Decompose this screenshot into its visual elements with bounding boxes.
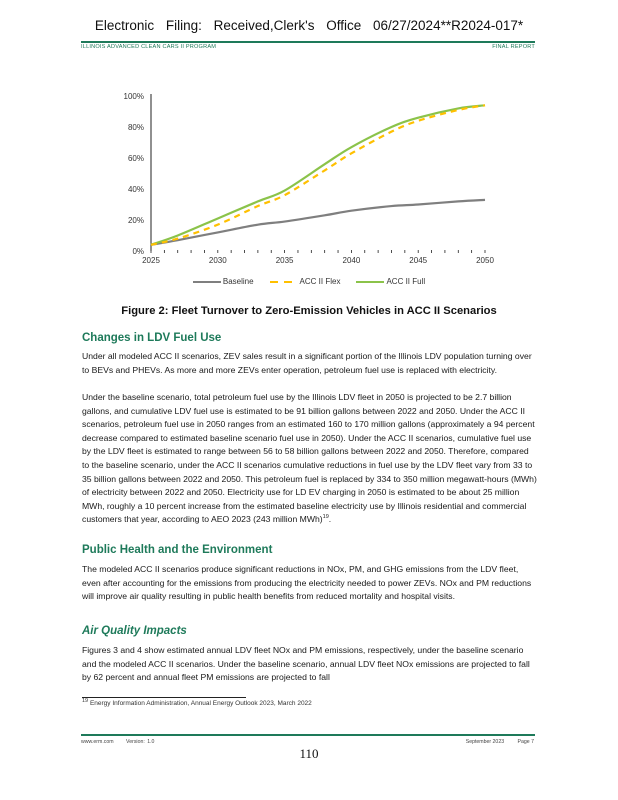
- chart-legend: [0, 277, 618, 286]
- y-tick-label: 60%: [127, 154, 144, 163]
- y-tick-label: 100%: [123, 92, 144, 101]
- footnote: [82, 697, 312, 707]
- x-tick-label: 2035: [275, 256, 294, 265]
- fleet-turnover-chart: [110, 86, 510, 286]
- section-heading-public-health: Public Health and the Environment: [82, 544, 273, 556]
- series-line-acc-ii-flex: [151, 105, 485, 245]
- y-tick-label: 20%: [127, 216, 144, 225]
- header-report-label: FINAL REPORT: [492, 44, 535, 50]
- footer-right: [466, 739, 534, 745]
- y-tick-label: 80%: [127, 123, 144, 132]
- line-chart-svg: [110, 86, 510, 286]
- section-heading-air-quality: Air Quality Impacts: [82, 625, 187, 637]
- x-tick-label: 2030: [208, 256, 227, 265]
- footer-rule: [81, 734, 535, 736]
- paragraph-air-quality: Figures 3 and 4 show estimated annual LDV fleet NOx and PM emissions, respectively, under the baseline scenario and the modeled ACC II scenarios. Under the baseline scenario, annual LDV fleet NOx emissions are projected to fall by 62 percent and annual fleet PM emissions are projected to fall: [82, 645, 530, 683]
- footer-page: Page 7: [517, 739, 534, 745]
- legend-item-baseline: [193, 277, 254, 286]
- series-line-baseline: [151, 200, 485, 245]
- section-heading-fuel-use: Changes in LDV Fuel Use: [82, 332, 222, 344]
- paragraph-end: .: [328, 514, 332, 525]
- footer-left: [81, 739, 154, 745]
- footer-version: Version: 1.0: [126, 739, 155, 745]
- legend-item-full: [356, 277, 425, 286]
- footer-date: September 2023: [465, 739, 505, 745]
- legend-swatch-full: [356, 281, 384, 283]
- header-rule: [81, 41, 535, 43]
- filing-stamp: Electronic Filing: Received,Clerk's Office 06/27/2024**R2024-017*: [94, 18, 524, 33]
- x-tick-label: 2045: [409, 256, 428, 265]
- x-tick-label: 2040: [342, 256, 361, 265]
- page-number: 110: [299, 746, 319, 761]
- legend-label: Baseline: [222, 277, 254, 286]
- footnote-text: Energy Information Administration, Annual Energy Outlook 2023, March 2022: [89, 700, 312, 707]
- legend-item-flex: [270, 277, 341, 286]
- header-program-title: ILLINOIS ADVANCED CLEAN CARS II PROGRAM: [81, 44, 217, 50]
- figure-caption: Figure 2: Fleet Turnover to Zero-Emission Vehicles in ACC II Scenarios: [121, 305, 497, 317]
- paragraph-text: Under the baseline scenario, total petroleum fuel use by the Illinois LDV fleet in 2050 is projected to be 2.7 billion gallons, and cumulative LDV fuel use is estimated to be 91 billion gallons between 2022 and 2050. Under the ACC II scenarios, petroleum fuel use in 2050 ranges from an estimated 160 to 170 million gallons (approximately a 94 percent decrease compared to estimated baseline scenario fuel use in 2050). Under the ACC II scenarios, cumulative fuel use by the LDV fleet is estimated to range between 56 to 58 billion gallons between 2022 and 2050. Therefore, compared to the baseline scenario, under the ACC II scenarios cumulative reductions in fuel use by the LDV fleet vary from 33 to 35 billion gallons between 2022 and 2050. This petroleum fuel is replaced by 334 to 350 million megawatt-hours (MWh) of electricity between 2022 and 2050. Electricity use for LD EV charging in 2050 is estimated to be about 25 million MWh, roughly a 10 percent increase from the estimated baseline electricity use by Illinois residential and commercial customers that year, according to AEO 2023 (243 million MWh): [82, 392, 537, 525]
- legend-label: ACC II Flex: [299, 277, 341, 286]
- x-tick-label: 2025: [142, 256, 160, 265]
- footnote-number: 19: [82, 697, 89, 704]
- footnote-rule: [82, 697, 246, 698]
- legend-swatch-flex: [270, 281, 298, 283]
- paragraph-fuel-use-intro: Under all modeled ACC II scenarios, ZEV sales result in a significant portion of the Illinois LDV population turning over to BEVs and PHEVs. As more and more ZEVs enter operation, petroleum fuel use is replaced with electricity.: [82, 351, 532, 375]
- footnote-ref[interactable]: 19: [322, 514, 329, 521]
- paragraph-fuel-use-detail: [82, 391, 538, 527]
- y-tick-label: 0%: [132, 247, 144, 256]
- legend-swatch-baseline: [193, 281, 221, 283]
- footer-website: www.erm.com: [81, 739, 114, 745]
- paragraph-public-health: The modeled ACC II scenarios produce significant reductions in NOx, PM, and GHG emissions from the LDV fleet, even after accounting for the emissions from producing the electricity needed to power ZEVs. NOx and PM reductions will improve air quality resulting in public health benefits from reduced mortality and hospital visits.: [82, 564, 532, 602]
- y-tick-label: 40%: [127, 185, 144, 194]
- legend-label: ACC II Full: [386, 277, 426, 286]
- x-tick-label: 2050: [476, 256, 494, 265]
